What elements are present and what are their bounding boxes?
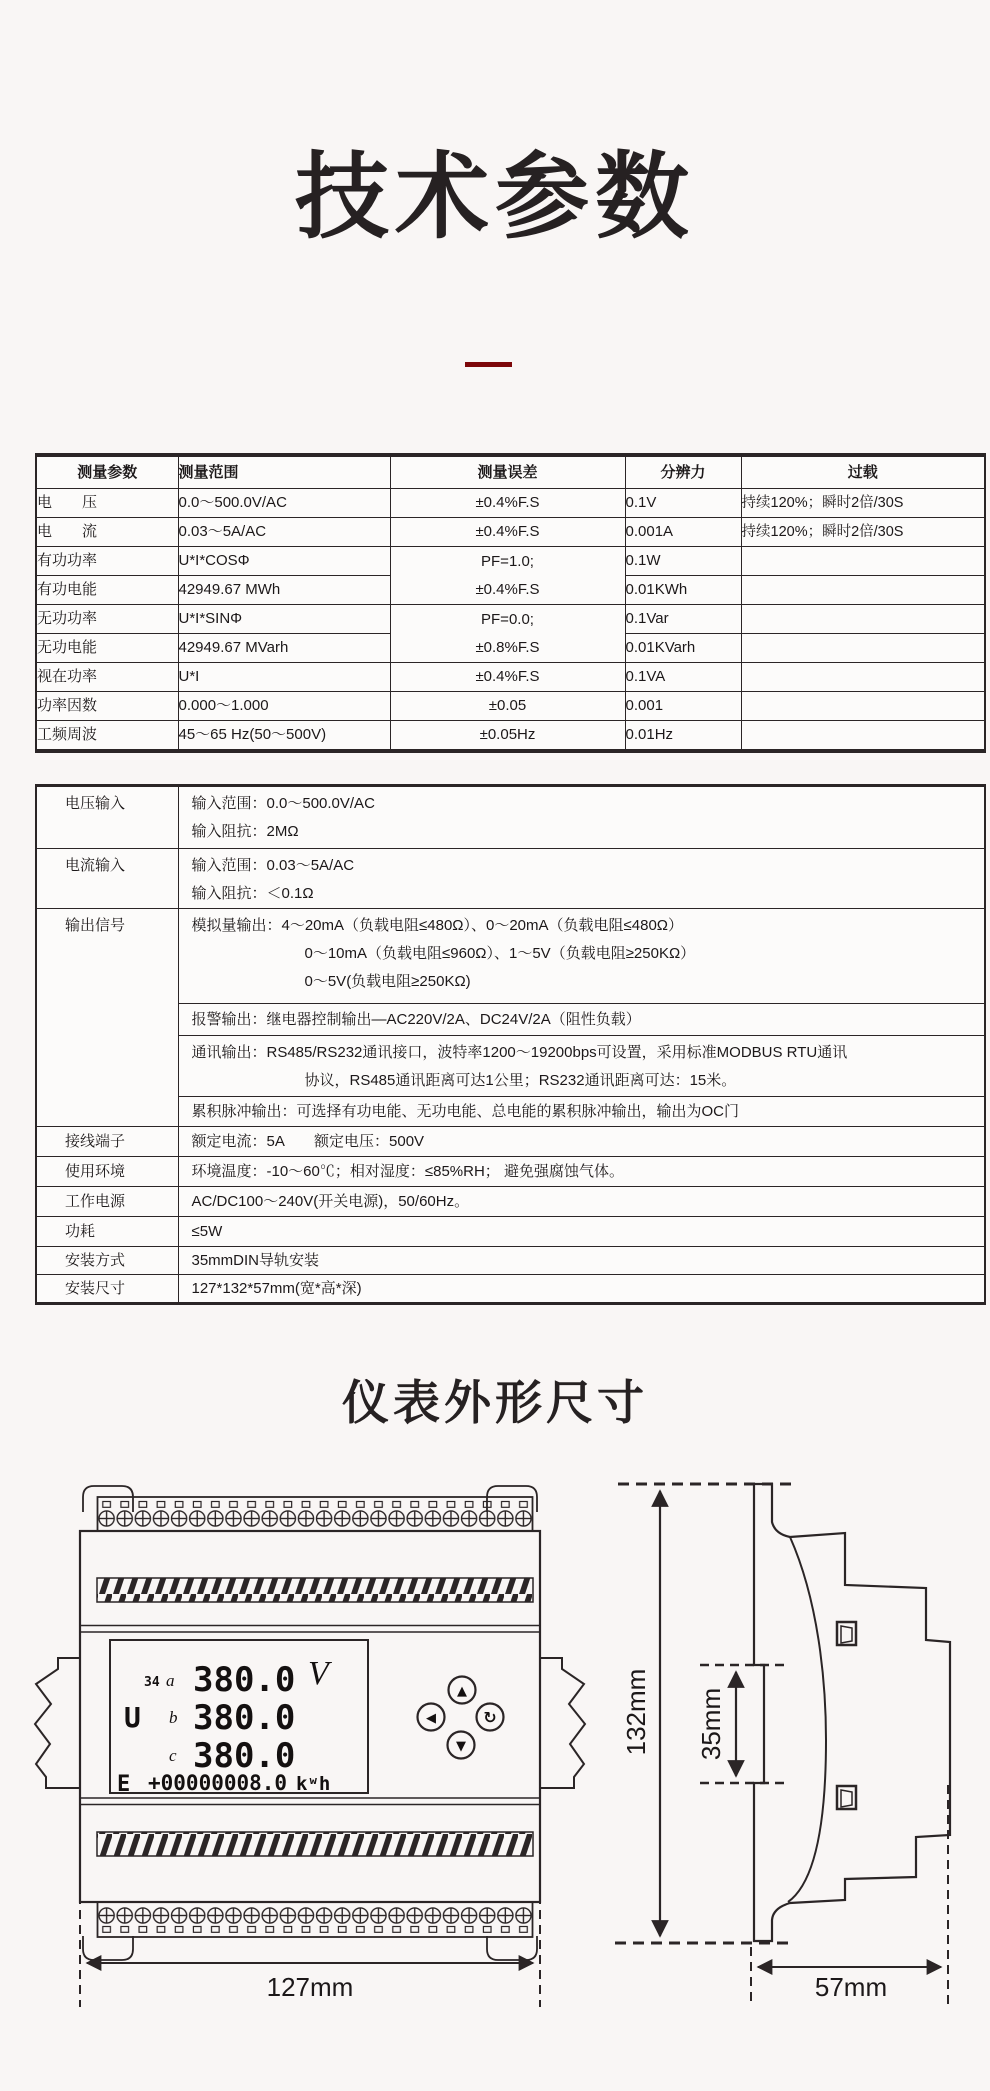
- cell-param: 无功电能: [36, 634, 178, 663]
- detail-row-power-supply: [36, 1187, 985, 1217]
- dim-rail-35mm: [696, 1665, 790, 1783]
- cell-overload: [741, 547, 985, 576]
- cell-resolution: 0.1V: [625, 489, 741, 518]
- cell-overload: [741, 692, 985, 721]
- row-value: [178, 849, 985, 909]
- measurement-spec-table: [35, 453, 986, 753]
- spec-row: [36, 663, 985, 692]
- meter-side-view: [615, 1484, 950, 1943]
- cell-overload: [741, 663, 985, 692]
- detail-row-output-comm: [36, 1036, 985, 1097]
- row-value: [178, 786, 985, 849]
- meter-front-view: [35, 1486, 585, 1960]
- spec-header-row: [36, 455, 985, 489]
- lcd-energy-value: +00000008.0: [148, 1771, 288, 1795]
- cell-error: ±0.4%F.S: [390, 518, 625, 547]
- row-label: 电压输入: [36, 786, 178, 849]
- lcd-energy-unit: kʷh: [296, 1773, 331, 1795]
- spec-row: [36, 518, 985, 547]
- value-line: 输入范围：0.03～5A/AC: [191, 857, 355, 874]
- row-label: 使用环境: [36, 1157, 178, 1187]
- value-line: 协议，RS485通讯距离可达1公里；RS232通讯距离可达：15米。: [304, 1072, 737, 1089]
- lcd-phase-a: a: [166, 1671, 175, 1690]
- detail-row-output-alarm: [36, 1004, 985, 1036]
- header-param: 测量参数: [36, 455, 178, 489]
- cell-error-merged: [390, 547, 625, 605]
- cell-error-line: ±0.4%F.S: [475, 580, 540, 598]
- row-value: [178, 909, 985, 1004]
- lcd-phase-b: b: [169, 1708, 178, 1727]
- vent-strip-bottom: [97, 1832, 533, 1856]
- meter-dimension-drawing: [0, 1450, 990, 2070]
- left-arrow-icon: ◀: [426, 1711, 436, 1726]
- dim-height-132mm: [621, 1491, 660, 1936]
- lcd-value-b: 380.0: [193, 1698, 296, 1738]
- value-line: 通讯输出：RS485/RS232通讯接口，波特率1200～19200bps可设置，采用标准MODBUS RTU通讯: [191, 1044, 848, 1061]
- side-profile-outline: [754, 1484, 950, 1941]
- header-error: 测量误差: [390, 455, 625, 489]
- cell-error-line: PF=1.0;: [481, 552, 534, 570]
- dimensions-section-title: 仪表外形尺寸: [342, 1376, 648, 1429]
- row-value: 累积脉冲输出：可选择有功电能、无功电能、总电能的累积脉冲输出，输出为OC门: [178, 1097, 985, 1127]
- cell-param: 有功电能: [36, 576, 178, 605]
- row-label: 工作电源: [36, 1187, 178, 1217]
- dim-depth-label: 57mm: [814, 1972, 888, 2002]
- dim-width-127mm: [80, 1880, 540, 2007]
- row-value: AC/DC100～240V(开关电源)，50/60Hz。: [178, 1187, 985, 1217]
- cell-overload: [741, 605, 985, 634]
- dim-height-label: 132mm: [621, 1668, 651, 1756]
- cell-resolution: 0.01KWh: [625, 576, 741, 605]
- nav-buttons: [418, 1677, 504, 1759]
- header-resolution: 分辨力: [625, 455, 741, 489]
- title-divider: [465, 362, 512, 367]
- cell-param: 电 压: [36, 489, 178, 518]
- dim-depth-57mm: [751, 1785, 948, 2007]
- cell-error-line: ±0.8%F.S: [475, 638, 540, 656]
- cell-range: 45～65 Hz(50～500V): [178, 721, 390, 752]
- cell-range: 0.000～1.000: [178, 692, 390, 721]
- row-label: 接线端子: [36, 1127, 178, 1157]
- cell-resolution: 0.1Var: [625, 605, 741, 634]
- cell-param: 电 流: [36, 518, 178, 547]
- lcd-e-label: E: [117, 1772, 131, 1797]
- vent-strip-top: [97, 1578, 533, 1602]
- down-arrow-icon: ▼: [456, 1739, 466, 1754]
- row-label: 电流输入: [36, 849, 178, 909]
- cell-param: 工频周波: [36, 721, 178, 752]
- row-label: 安装方式: [36, 1247, 178, 1275]
- detail-row-output-analog: [36, 909, 985, 1004]
- spec-row: [36, 489, 985, 518]
- detail-row-output-pulse: [36, 1097, 985, 1127]
- detail-row-size: [36, 1275, 985, 1304]
- row-value: 35mmDIN导轨安装: [178, 1247, 985, 1275]
- detail-row-voltage-input: [36, 786, 985, 849]
- cell-error-line: PF=0.0;: [481, 610, 534, 628]
- cell-range: U*I*SINΦ: [178, 605, 390, 634]
- detail-row-environment: [36, 1157, 985, 1187]
- cell-error: ±0.05Hz: [390, 721, 625, 752]
- side-front-curve: [788, 1537, 826, 1902]
- row-value: [178, 1036, 985, 1097]
- row-label: 安装尺寸: [36, 1275, 178, 1304]
- cell-overload: 持续120%；瞬时2倍/30S: [741, 518, 985, 547]
- cell-range: 0.03～5A/AC: [178, 518, 390, 547]
- din-rail-right: [540, 1658, 585, 1788]
- lcd-volt-unit: V: [308, 1655, 329, 1692]
- cell-range: 42949.67 MVarh: [178, 634, 390, 663]
- cell-error-merged: [390, 605, 625, 663]
- value-line: 输入范围：0.0～500.0V/AC: [191, 795, 375, 812]
- detail-row-current-input: [36, 849, 985, 909]
- detail-row-mounting: [36, 1247, 985, 1275]
- row-value: ≤5W: [178, 1217, 985, 1247]
- value-line: 模拟量输出：4～20mA（负载电阻≤480Ω）、0～20mA（负载电阻≤480Ω）: [191, 917, 684, 934]
- cell-range: 42949.67 MWh: [178, 576, 390, 605]
- cell-resolution: 0.1W: [625, 547, 741, 576]
- lcd-u-label: U: [124, 1701, 141, 1734]
- lcd-display: [110, 1640, 368, 1797]
- detail-row-consumption: [36, 1217, 985, 1247]
- detail-row-terminal: [36, 1127, 985, 1157]
- cell-param: 功率因数: [36, 692, 178, 721]
- row-value: 报警输出：继电器控制输出—AC220V/2A、DC24V/2A（阻性负载）: [178, 1004, 985, 1036]
- up-arrow-icon: ▲: [457, 1684, 467, 1699]
- cell-overload: 持续120%；瞬时2倍/30S: [741, 489, 985, 518]
- cell-param: 视在功率: [36, 663, 178, 692]
- din-rail-left: [35, 1658, 80, 1788]
- cell-resolution: 0.001A: [625, 518, 741, 547]
- cell-error: ±0.4%F.S: [390, 489, 625, 518]
- spec-row: [36, 692, 985, 721]
- row-value: 127*132*57mm(宽*高*深): [178, 1275, 985, 1304]
- row-value: 额定电流：5A 额定电压：500V: [178, 1127, 985, 1157]
- cell-resolution: 0.001: [625, 692, 741, 721]
- cell-error: ±0.4%F.S: [390, 663, 625, 692]
- cell-resolution: 0.1VA: [625, 663, 741, 692]
- cell-param: 无功功率: [36, 605, 178, 634]
- header-overload: 过载: [741, 455, 985, 489]
- terminal-strip-top: [98, 1497, 533, 1531]
- mount-ear-bottom-right: [487, 1936, 537, 1960]
- lcd-indicator: 34: [144, 1675, 160, 1690]
- header-range: 测量范围: [178, 455, 390, 489]
- cell-overload: [741, 634, 985, 663]
- cell-overload: [741, 576, 985, 605]
- io-detail-table: [35, 784, 986, 1305]
- enter-icon: ↻: [483, 1708, 497, 1727]
- terminal-strip-bottom: [98, 1902, 533, 1937]
- dim-rail-label: 35mm: [696, 1687, 726, 1761]
- dim-width-label: 127mm: [266, 1972, 354, 2002]
- cell-error: ±0.05: [390, 692, 625, 721]
- row-label: 输出信号: [36, 909, 178, 1127]
- spec-row: [36, 547, 985, 576]
- lcd-value-a: 380.0: [193, 1660, 296, 1700]
- cell-range: 0.0～500.0V/AC: [178, 489, 390, 518]
- cell-resolution: 0.01Hz: [625, 721, 741, 752]
- value-line: 输入阻抗：2MΩ: [191, 823, 299, 840]
- value-line: 0～10mA（负载电阻≤960Ω）、1～5V（负载电阻≥250KΩ）: [304, 945, 696, 962]
- cell-overload: [741, 721, 985, 752]
- cell-range: U*I: [178, 663, 390, 692]
- cell-param: 有功功率: [36, 547, 178, 576]
- row-value: 环境温度：-10～60℃；相对湿度：≤85%RH； 避免强腐蚀气体。: [178, 1157, 985, 1187]
- spec-row: [36, 605, 985, 634]
- row-label: 功耗: [36, 1217, 178, 1247]
- spec-row: [36, 721, 985, 752]
- value-line: 0～5V(负载电阻≥250KΩ): [304, 973, 471, 990]
- value-line: 输入阻抗：＜0.1Ω: [191, 885, 314, 902]
- cell-resolution: 0.01KVarh: [625, 634, 741, 663]
- lcd-phase-c: c: [169, 1746, 177, 1765]
- page-title: 技术参数: [294, 144, 695, 249]
- lcd-value-c: 380.0: [193, 1736, 296, 1776]
- cell-range: U*I*COSΦ: [178, 547, 390, 576]
- mount-ear-bottom-left: [83, 1936, 133, 1960]
